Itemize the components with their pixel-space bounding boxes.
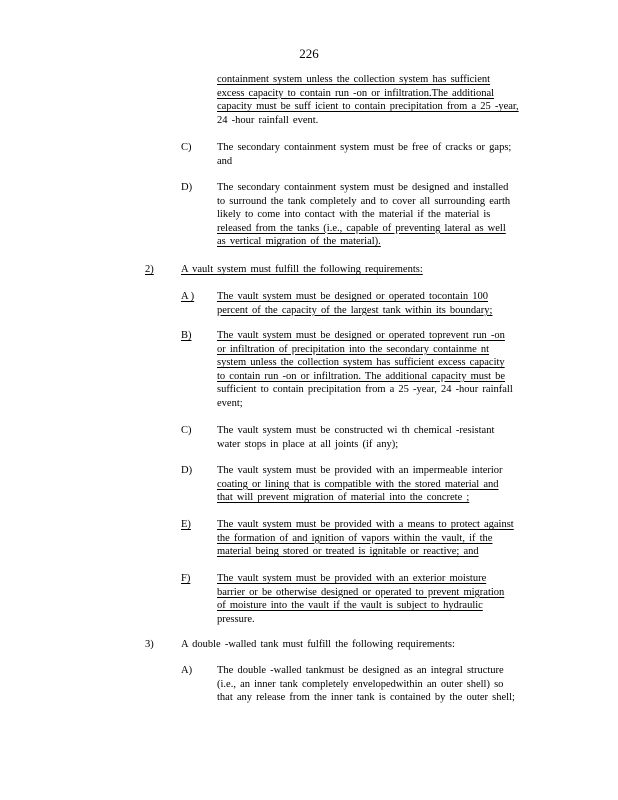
text-line: coating or lining that is compatible with the stored material and	[217, 478, 499, 490]
item-marker: C)	[181, 425, 192, 436]
text-line: (i.e., an inner tank completely envelopedwithin an outer shell) so	[217, 678, 504, 690]
item-marker: A)	[181, 665, 193, 676]
text-line: The vault system must be provided with a means to protect against	[217, 519, 514, 530]
text-line: that will prevent migration of material into the concrete ;	[217, 492, 470, 503]
text-line: excess capacity to contain run -on or infiltration.The additional	[217, 87, 495, 99]
item-marker: E)	[181, 519, 191, 530]
item-paragraph	[217, 290, 535, 317]
text-line: to contain run -on or infiltration. The additional capacity must be	[217, 370, 506, 382]
text-line: of moisture into the vault if the vault is subject to hydraulic	[217, 600, 483, 611]
text-line: event;	[217, 397, 243, 409]
text-line: system unless the collection system has sufficient excess capacity	[217, 357, 505, 368]
text-line: The vault system must be provided with an exterior moisture	[217, 573, 487, 584]
item-marker: F)	[181, 573, 191, 584]
item-marker: D)	[181, 182, 193, 193]
text-line: sufficient to contain precipitation from a 25 -year, 24 -hour rainfall	[217, 384, 513, 395]
item-paragraph	[217, 424, 535, 451]
item-paragraph	[217, 181, 535, 249]
item-paragraph	[217, 664, 535, 705]
text-line: to surround the tank completely and to cover all surrounding earth	[217, 195, 511, 207]
item-marker: A )	[181, 291, 195, 302]
item-paragraph	[217, 518, 535, 559]
text-line: The vault system must be provided with an impermeable interior	[217, 465, 503, 476]
text-line: percent of the capacity of the largest tank within its boundary;	[217, 304, 493, 316]
text-line: containment system unless the collection system has sufficient	[217, 74, 491, 85]
item-paragraph	[217, 141, 535, 168]
page-number: 226	[299, 46, 319, 61]
text-line: The vault system must be constructed wi th chemical -resistant	[217, 425, 495, 436]
text-line: the formation of and ignition of vapors within the vault, if the	[217, 532, 493, 544]
text-line: as vertical migration of the material).	[217, 236, 381, 247]
item-marker: C)	[181, 142, 192, 153]
item-paragraph	[217, 464, 535, 505]
item-marker: B)	[181, 330, 192, 341]
text-line: pressure.	[217, 613, 255, 625]
text-line: released from the tanks (i.e., capable of preventing lateral as well	[217, 222, 506, 234]
section-marker: 3)	[145, 639, 154, 650]
text-line: The secondary containment system must be designed and installed	[217, 182, 509, 193]
text-line: water stops in place at all joints (if any);	[217, 438, 399, 450]
section-heading	[181, 263, 541, 277]
text-line: and	[217, 155, 233, 167]
text-line: likely to come into contact with the material if the material is	[217, 209, 491, 220]
text-line: The double -walled tankmust be designed as an integral structure	[217, 665, 504, 676]
item-paragraph	[217, 329, 535, 410]
text-line: or infiltration of precipitation into the secondary containme nt	[217, 343, 490, 355]
text-line: A vault system must fulfill the following requirements:	[181, 264, 423, 275]
item-paragraph	[217, 572, 535, 626]
text-line: that any release from the inner tank is contained by the outer shell;	[217, 692, 515, 703]
text-line: The vault system must be designed or operated tocontain 100	[217, 291, 488, 302]
item-marker: D)	[181, 465, 193, 476]
text-line: material being stored or treated is ignitable or reactive; and	[217, 546, 479, 557]
text-line: barrier or be otherwise designed or operated to prevent migration	[217, 586, 505, 598]
text-line: The vault system must be designed or operated toprevent run -on	[217, 330, 505, 341]
text-line: The secondary containment system must be free of cracks or gaps;	[217, 142, 512, 153]
text-line: A double -walled tank must fulfill the following requirements:	[181, 639, 455, 650]
continuation-paragraph	[217, 73, 535, 127]
text-line: capacity must be suff icient to contain precipitation from a 25 -year,	[217, 101, 519, 112]
section-marker: 2)	[145, 264, 154, 275]
section-heading	[181, 638, 541, 652]
text-line: 24 -hour rainfall event.	[217, 114, 319, 126]
